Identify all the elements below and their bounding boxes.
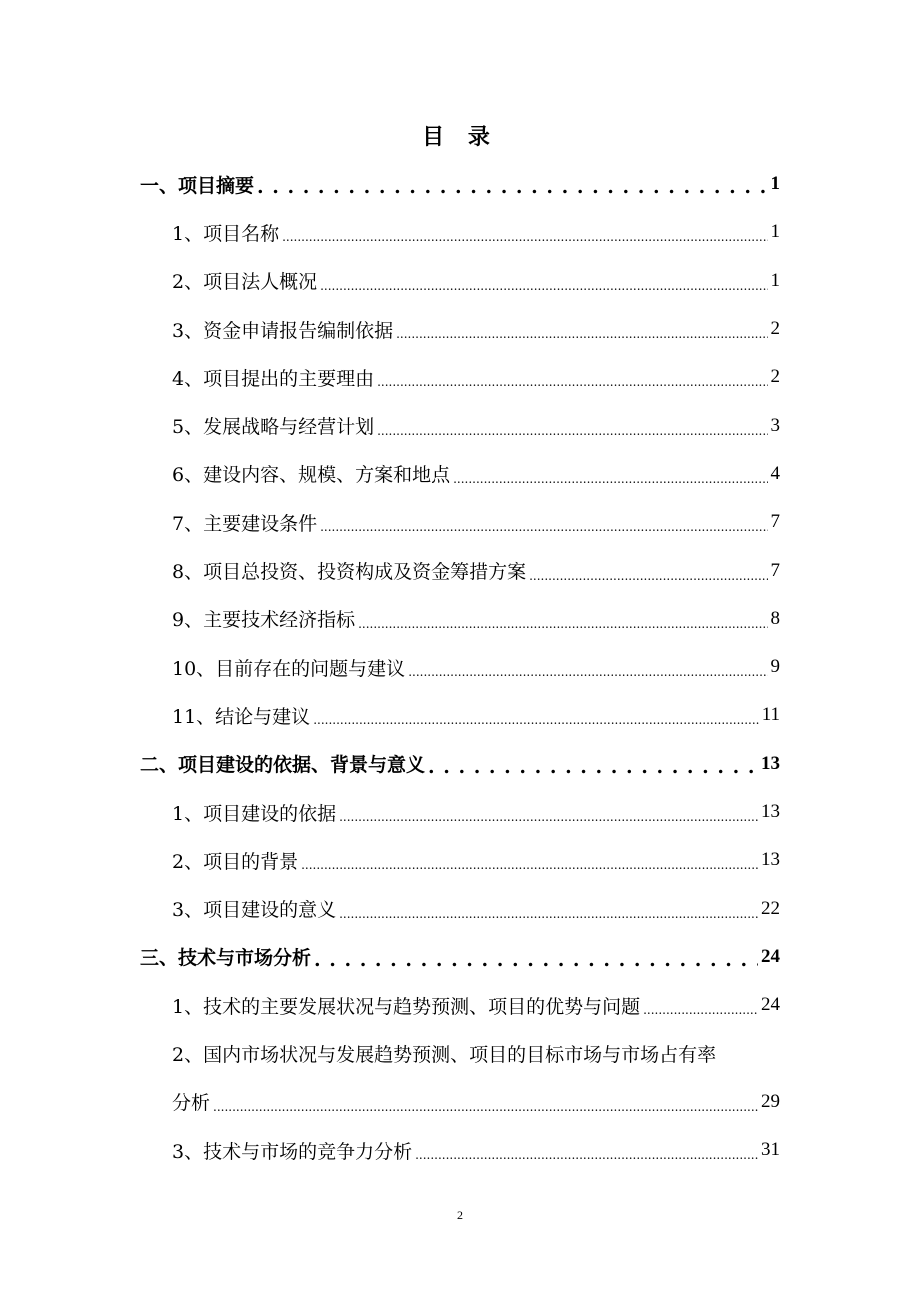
- toc-section-entry[interactable]: [140, 1126, 780, 1174]
- toc-entry-page: 24: [761, 994, 780, 1016]
- toc-entry-page: 31: [761, 1139, 780, 1161]
- toc-entry-label: 2、国内市场状况与发展趋势预测、项目的目标市场与市场占有率: [172, 1043, 717, 1066]
- toc-dot-leader: [428, 756, 758, 778]
- toc-section-entry[interactable]: [140, 884, 780, 932]
- toc-dot-leader: [339, 804, 758, 826]
- toc-dot-leader: [213, 1094, 758, 1116]
- toc-dot-leader: [396, 321, 767, 343]
- toc-dot-leader: [377, 418, 767, 440]
- toc-dot-leader: [320, 514, 767, 536]
- toc-section-entry[interactable]: [140, 1029, 780, 1077]
- toc-entry-label: 7、主要建设条件: [172, 512, 318, 535]
- toc-chapter-entry[interactable]: [140, 160, 780, 208]
- toc-entry-page: 1: [770, 269, 780, 291]
- toc-dot-leader: [415, 1142, 758, 1164]
- toc-entry-label: 2、项目法人概况: [172, 271, 318, 294]
- toc-section-entry[interactable]: [140, 788, 780, 836]
- toc-entry-page: 29: [761, 1090, 780, 1112]
- toc-dot-leader: [377, 369, 767, 391]
- toc-section-entry[interactable]: [140, 691, 780, 739]
- toc-entry-page: 2: [770, 366, 780, 388]
- toc-entry-label: 分析: [172, 1092, 211, 1115]
- toc-section-entry[interactable]: [140, 595, 780, 643]
- page-number: 2: [457, 1208, 463, 1222]
- toc-section-entry[interactable]: [140, 208, 780, 256]
- toc-entry-page: 7: [770, 511, 780, 533]
- toc-entry-page: 13: [761, 801, 780, 822]
- toc-entry-page: 3: [770, 414, 780, 436]
- toc-entry-label: 2、项目的背景: [172, 850, 299, 873]
- toc-dot-leader: [643, 997, 758, 1019]
- toc-entry-page: 22: [761, 897, 780, 919]
- toc-dot-leader: [301, 852, 758, 874]
- toc-entry-label: 1、项目名称: [172, 222, 280, 245]
- toc-section-entry[interactable]: [140, 257, 780, 305]
- table-of-contents: [140, 160, 780, 1174]
- toc-entry-label: 3、项目建设的意义: [172, 899, 337, 922]
- toc-entry-label: 4、项目提出的主要理由: [172, 367, 375, 390]
- toc-dot-leader: [408, 659, 767, 681]
- toc-entry-label: 三、技术与市场分析: [140, 947, 312, 970]
- toc-entry-label: 10、目前存在的问题与建议: [172, 657, 406, 680]
- toc-entry-page: 4: [770, 462, 780, 484]
- toc-section-entry[interactable]: [140, 450, 780, 498]
- toc-entry-label: 3、技术与市场的竞争力分析: [172, 1140, 413, 1163]
- toc-section-entry[interactable]: [140, 353, 780, 401]
- toc-section-entry[interactable]: [140, 1078, 780, 1126]
- toc-dot-leader: [257, 176, 767, 198]
- toc-dot-leader: [529, 563, 767, 585]
- toc-entry-page: 1: [770, 173, 780, 195]
- toc-entry-label: 5、发展战略与经营计划: [172, 416, 375, 439]
- toc-entry-page: 2: [770, 318, 780, 340]
- toc-section-entry[interactable]: [140, 546, 780, 594]
- toc-entry-label: 1、项目建设的依据: [172, 802, 337, 825]
- toc-entry-label: 6、建设内容、规模、方案和地点: [172, 464, 451, 487]
- toc-dot-leader: [339, 901, 758, 923]
- toc-entry-page: 9: [770, 656, 780, 678]
- toc-entry-label: 9、主要技术经济指标: [172, 609, 356, 632]
- toc-section-entry[interactable]: [140, 498, 780, 546]
- toc-entry-label: 一、项目摘要: [140, 174, 255, 197]
- toc-dot-leader: [314, 949, 758, 971]
- toc-dot-leader: [358, 611, 767, 633]
- toc-section-entry[interactable]: [140, 981, 780, 1029]
- toc-entry-label: 3、资金申请报告编制依据: [172, 319, 394, 342]
- toc-entry-page: 11: [761, 704, 780, 726]
- toc-section-entry[interactable]: [140, 643, 780, 691]
- toc-dot-leader: [453, 466, 767, 488]
- toc-section-entry[interactable]: [140, 836, 780, 884]
- toc-entry-page: 8: [770, 607, 780, 629]
- toc-section-entry[interactable]: [140, 401, 780, 449]
- page-title: 目 录: [422, 124, 498, 150]
- toc-entry-page: 13: [761, 849, 780, 871]
- toc-entry-label: 8、项目总投资、投资构成及资金筹措方案: [172, 561, 527, 584]
- toc-entry-page: 24: [761, 945, 780, 967]
- toc-section-entry[interactable]: [140, 305, 780, 353]
- toc-dot-leader: [313, 707, 759, 729]
- toc-dot-leader: [320, 273, 767, 295]
- toc-entry-label: 二、项目建设的依据、背景与意义: [140, 754, 426, 777]
- toc-entry-page: 1: [770, 221, 780, 243]
- toc-entry-label: 11、结论与建议: [172, 705, 311, 728]
- toc-entry-page: 13: [761, 752, 780, 774]
- toc-entry-page: 7: [770, 559, 780, 581]
- toc-dot-leader: [282, 224, 767, 246]
- toc-chapter-entry[interactable]: [140, 933, 780, 981]
- toc-chapter-entry[interactable]: [140, 740, 780, 788]
- toc-entry-label: 1、技术的主要发展状况与趋势预测、项目的优势与问题: [172, 995, 641, 1018]
